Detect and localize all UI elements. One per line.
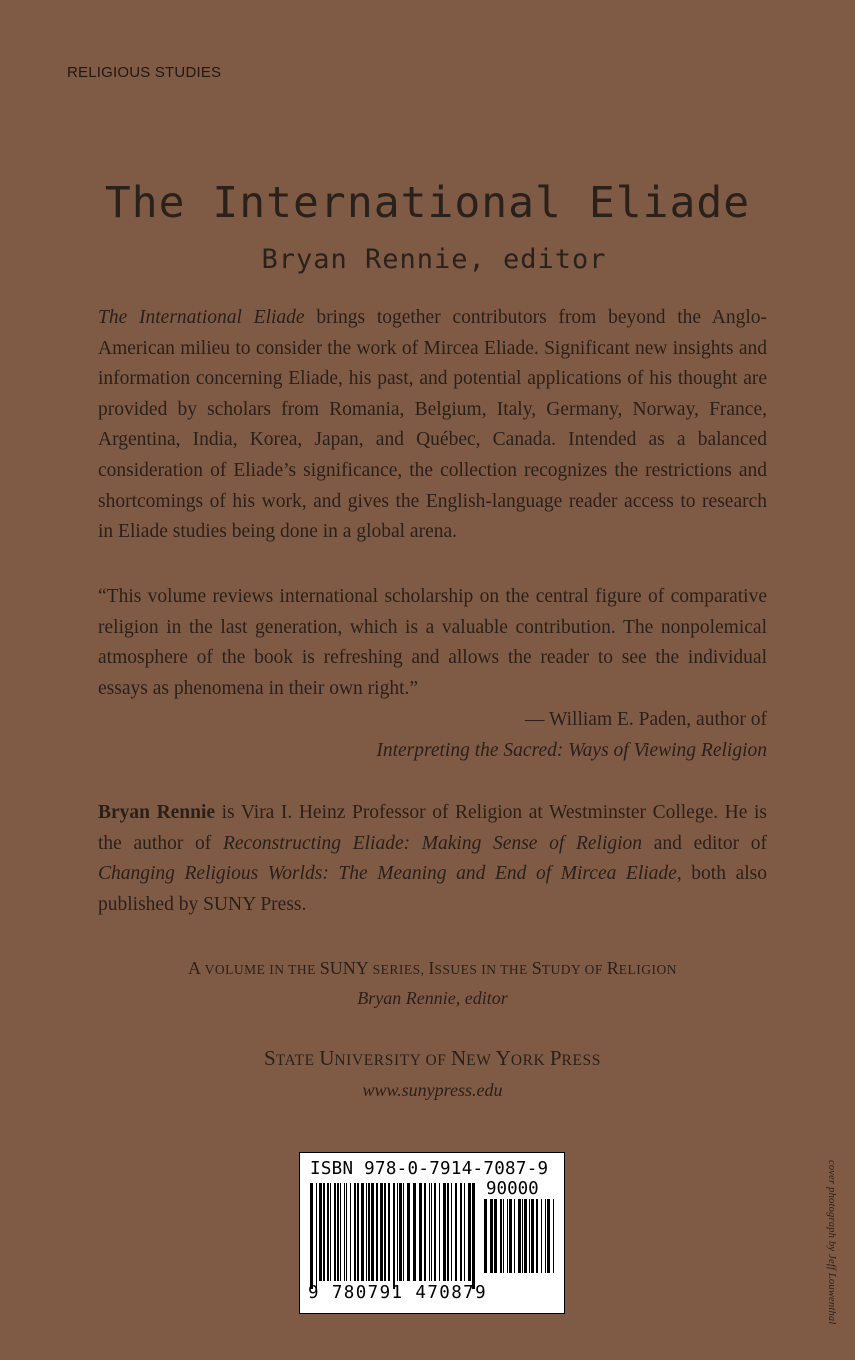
barcode-bar bbox=[354, 1183, 356, 1281]
barcode-bar bbox=[327, 1183, 329, 1281]
category-label: RELIGIOUS STUDIES bbox=[67, 64, 222, 81]
barcode-bar bbox=[541, 1199, 542, 1273]
barcode-bar bbox=[472, 1183, 475, 1289]
series-part: SERIES, bbox=[368, 962, 429, 977]
series-part: R bbox=[606, 958, 619, 978]
quote-attribution-work: Interpreting the Sacred: Ways of Viewing Religion bbox=[376, 740, 767, 761]
author-bio bbox=[98, 798, 767, 920]
isbn-number: ISBN 978-0-7914-7087-9 bbox=[310, 1159, 549, 1179]
barcode-bar bbox=[330, 1183, 331, 1281]
barcode-bar bbox=[340, 1183, 341, 1281]
series-part: VOLUME IN THE bbox=[200, 962, 320, 977]
series-part: S bbox=[531, 958, 542, 978]
barcode-bar bbox=[455, 1183, 457, 1281]
barcode-bar bbox=[447, 1183, 449, 1281]
barcode-bar bbox=[371, 1183, 374, 1281]
barcode-bar bbox=[429, 1183, 430, 1281]
barcode-bar bbox=[507, 1199, 508, 1273]
barcode-bar bbox=[464, 1183, 465, 1281]
bio-text-2: and editor of bbox=[642, 832, 767, 854]
barcode-bar bbox=[531, 1199, 534, 1273]
barcode-bar bbox=[310, 1183, 313, 1289]
press-part: N bbox=[450, 1046, 467, 1070]
barcode-bar bbox=[468, 1183, 471, 1281]
barcode-bar bbox=[346, 1183, 347, 1281]
barcode-bar bbox=[319, 1183, 322, 1281]
barcode-bars-addon bbox=[484, 1199, 556, 1309]
press-part: S bbox=[264, 1046, 276, 1070]
barcode-bar bbox=[316, 1183, 317, 1289]
barcode-bar bbox=[514, 1199, 515, 1273]
barcode-bar bbox=[460, 1183, 462, 1281]
barcode-bar bbox=[494, 1199, 497, 1273]
isbn-barcode bbox=[299, 1152, 565, 1314]
barcode-bar bbox=[536, 1199, 538, 1273]
barcode-bar bbox=[500, 1199, 502, 1273]
barcode-bar bbox=[547, 1199, 550, 1273]
barcode-bar bbox=[366, 1183, 367, 1281]
barcode-bar bbox=[368, 1183, 370, 1281]
barcode-bar bbox=[384, 1183, 386, 1281]
barcode-bar bbox=[376, 1183, 378, 1281]
description-text: brings together contributors from beyond the Anglo-American milieu to consider the work of Mircea Eliade. Significant new insights and information concerning Eliade, his past, and potential applications of his thought are provided by scholars from Romania, Belgium, Italy, Germany, Norway, France, Argentina, India, Korea, Japan, and Québec, Canada. Intended as a balanced consideration of Eliade’s significance, the collection recognizes the restrictions and shortcomings of his work, and gives the English-language reader access to research in Eliade studies being done in a global arena. bbox=[98, 307, 767, 543]
series-part: TUDY OF bbox=[541, 962, 607, 977]
barcode-bar bbox=[344, 1183, 345, 1281]
barcode-bar bbox=[419, 1183, 422, 1281]
barcode-bar bbox=[397, 1183, 398, 1281]
series-line bbox=[0, 958, 855, 979]
press-part: ORK bbox=[510, 1052, 550, 1069]
series-part: I bbox=[428, 958, 435, 978]
series-part: ELIGION bbox=[618, 962, 678, 977]
price-code: 90000 bbox=[486, 1179, 539, 1199]
barcode-bar bbox=[553, 1199, 554, 1273]
press-part: P bbox=[549, 1046, 562, 1070]
publisher-name bbox=[0, 1046, 855, 1071]
press-part: U bbox=[319, 1046, 335, 1070]
barcode-bar bbox=[490, 1199, 493, 1273]
description-book-title: The International Eliade bbox=[98, 307, 305, 328]
barcode-bar bbox=[337, 1183, 339, 1281]
barcode-bar bbox=[357, 1183, 359, 1281]
press-part: RESS bbox=[561, 1052, 601, 1069]
book-description bbox=[98, 303, 767, 548]
review-quote: “This volume reviews international scholarship on the central figure of comparative religion in the last generation, which is a valuable contribution. The nonpolemical atmosphere of the book is refreshing and allows the reader to see the individual essays as phenomena in their own right.” bbox=[98, 586, 767, 699]
barcode-bar bbox=[434, 1183, 436, 1281]
series-part: A bbox=[187, 958, 201, 978]
press-part: EW bbox=[466, 1052, 496, 1069]
barcode-bar bbox=[388, 1183, 390, 1281]
barcode-bar bbox=[361, 1183, 364, 1281]
barcode-bar bbox=[443, 1183, 446, 1281]
barcode-bar bbox=[407, 1183, 410, 1281]
barcode-bar bbox=[524, 1199, 527, 1273]
barcode-bar bbox=[413, 1183, 416, 1281]
barcode-bar bbox=[529, 1199, 530, 1273]
bio-text-1: is Vira I. Heinz Professor of Religion at Westminster College. He is the author of bbox=[98, 802, 767, 854]
barcode-bar bbox=[522, 1199, 523, 1273]
press-part: TATE bbox=[275, 1052, 320, 1069]
series-editor: Bryan Rennie, editor bbox=[357, 988, 508, 1008]
series-part: SSUES IN THE bbox=[434, 962, 532, 977]
bio-book-1: Reconstructing Eliade: Making Sense of Religion bbox=[222, 832, 643, 854]
book-editor: Bryan Rennie, editor bbox=[261, 244, 607, 275]
barcode-bar bbox=[484, 1199, 487, 1273]
barcode-bar bbox=[334, 1183, 336, 1281]
barcode-bar bbox=[439, 1183, 440, 1281]
press-part: NIVERSITY OF bbox=[334, 1052, 451, 1069]
barcode-bar bbox=[503, 1199, 504, 1273]
barcode-bar bbox=[399, 1183, 402, 1281]
barcode-bar bbox=[451, 1183, 452, 1281]
barcode-bar bbox=[545, 1199, 546, 1273]
barcode-bar bbox=[323, 1183, 325, 1281]
barcode-bar bbox=[431, 1183, 432, 1281]
barcode-bar bbox=[380, 1183, 383, 1281]
ean-digits: 9 780791 470879 bbox=[308, 1283, 488, 1303]
barcode-bar bbox=[509, 1199, 512, 1273]
barcode-bar bbox=[393, 1183, 395, 1289]
bio-name: Bryan Rennie bbox=[98, 802, 216, 823]
series-part: SUNY bbox=[319, 958, 369, 978]
bio-text-3: , both also published by SUNY Press. bbox=[98, 863, 767, 915]
barcode-bar bbox=[350, 1183, 351, 1281]
photo-credit: cover photograph by Jeff Louwenthal bbox=[826, 1160, 837, 1325]
barcode-bar bbox=[403, 1183, 404, 1281]
quote-attribution: — William E. Paden, author of bbox=[524, 709, 767, 730]
press-part: Y bbox=[495, 1046, 511, 1070]
barcode-bar bbox=[424, 1183, 426, 1281]
publisher-url: www.sunypress.edu bbox=[362, 1080, 503, 1100]
barcode-bar bbox=[518, 1199, 521, 1273]
barcode-bars-main bbox=[310, 1183, 475, 1289]
book-title: The International Eliade bbox=[104, 178, 751, 228]
bio-book-2: Changing Religious Worlds: The Meaning and End of Mircea Eliade bbox=[98, 863, 677, 885]
